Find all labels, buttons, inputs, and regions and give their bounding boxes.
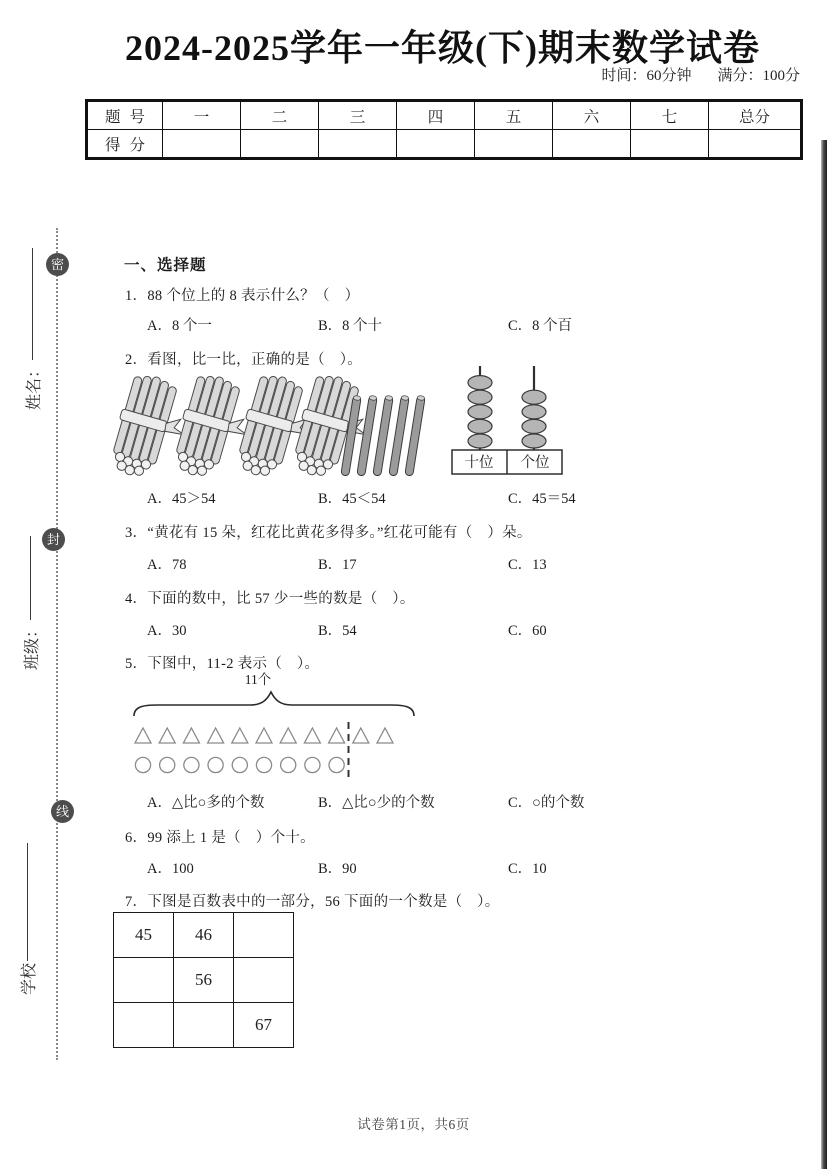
seal-char-feng: 封 bbox=[42, 528, 65, 551]
score-cell-7[interactable] bbox=[631, 130, 709, 159]
score-header-4: 四 bbox=[397, 101, 475, 130]
grid-cell-46: 46 bbox=[174, 913, 234, 958]
q5-stem: 5．下图中，11-2 表示（ ）。 bbox=[125, 656, 320, 672]
q3-options bbox=[147, 553, 547, 574]
class-blank-line[interactable] bbox=[30, 536, 31, 620]
q1-option-a: A．8 个一 bbox=[147, 318, 212, 334]
q4-stem: 4．下面的数中，比 57 少一些的数是（ ）。 bbox=[125, 591, 415, 607]
exam-meta bbox=[85, 64, 800, 85]
q2-stem: 2．看图，比一比，正确的是（ ）。 bbox=[125, 352, 363, 368]
page-footer: 试卷第1页，共6页 bbox=[357, 1117, 470, 1132]
score-table-header-row bbox=[87, 101, 802, 130]
q4-option-b: B．54 bbox=[318, 623, 357, 639]
score-header-total: 总分 bbox=[709, 101, 802, 130]
single-stick-icons bbox=[341, 395, 426, 476]
full-score-label: 满分：100分 bbox=[717, 68, 800, 84]
abacus-ones-beads bbox=[522, 390, 546, 448]
q6-option-a: A．100 bbox=[147, 861, 194, 877]
grid-row-2 bbox=[114, 958, 294, 1003]
scan-edge-artifact bbox=[821, 140, 827, 1169]
time-limit-label: 时间：60分钟 bbox=[601, 68, 692, 84]
abacus-figure bbox=[452, 366, 562, 474]
abacus-tens-beads bbox=[468, 376, 492, 448]
q2-option-a: A．45＞54 bbox=[147, 491, 216, 507]
score-header-7: 七 bbox=[631, 101, 709, 130]
score-header-tihao: 题号 bbox=[87, 101, 163, 130]
score-cell-1[interactable] bbox=[163, 130, 241, 159]
grid-row-1 bbox=[114, 913, 294, 958]
q1-options bbox=[147, 314, 572, 335]
q2-option-c: C．45＝54 bbox=[508, 491, 576, 507]
grid-cell-56: 56 bbox=[174, 958, 234, 1003]
score-header-6: 六 bbox=[553, 101, 631, 130]
grid-cell-67: 67 bbox=[234, 1003, 294, 1048]
q1-option-b: B．8 个十 bbox=[318, 318, 383, 334]
q6-option-c: C．10 bbox=[508, 861, 547, 877]
score-cell-5[interactable] bbox=[475, 130, 553, 159]
curly-brace bbox=[134, 692, 414, 716]
seal-char-mi: 密 bbox=[46, 253, 69, 276]
score-cell-2[interactable] bbox=[241, 130, 319, 159]
score-table bbox=[85, 99, 803, 160]
section-heading: 一、选择题 bbox=[124, 257, 207, 274]
score-table-score-row bbox=[87, 130, 802, 159]
school-label: 学校 bbox=[20, 962, 38, 995]
circle-row bbox=[135, 757, 344, 772]
q1-option-c: C．8 个百 bbox=[508, 318, 573, 334]
q5-option-c: C．○的个数 bbox=[508, 795, 585, 811]
score-header-2: 二 bbox=[241, 101, 319, 130]
q3-option-a: A．78 bbox=[147, 557, 187, 573]
student-school-field bbox=[14, 815, 40, 995]
q3-option-c: C．13 bbox=[508, 557, 547, 573]
ones-place-label: 个位 bbox=[520, 455, 550, 471]
q4-option-c: C．60 bbox=[508, 623, 547, 639]
sticks-and-abacus-figure bbox=[103, 366, 573, 482]
seal-char-xian: 线 bbox=[51, 800, 74, 823]
q1-stem: 1．88 个位上的 8 表示什么？（ ） bbox=[125, 288, 360, 304]
q2-option-b: B．45＜54 bbox=[318, 491, 386, 507]
q5-option-a: A．△比○多的个数 bbox=[147, 795, 265, 811]
grid-cell-empty bbox=[234, 913, 294, 958]
hundred-chart-fragment bbox=[113, 912, 294, 1048]
q6-option-b: B．90 bbox=[318, 861, 357, 877]
school-blank-line[interactable] bbox=[27, 843, 28, 961]
q3-option-b: B．17 bbox=[318, 557, 357, 573]
grid-row-3 bbox=[114, 1003, 294, 1048]
grid-cell-empty bbox=[114, 958, 174, 1003]
score-cell-3[interactable] bbox=[319, 130, 397, 159]
score-header-5: 五 bbox=[475, 101, 553, 130]
q6-stem: 6．99 添上 1 是（ ）个十。 bbox=[125, 830, 315, 846]
score-header-3: 三 bbox=[319, 101, 397, 130]
q5-options bbox=[147, 791, 584, 812]
brace-count-label: 11个 bbox=[244, 672, 272, 687]
name-label: 姓名： bbox=[25, 361, 43, 410]
page-title: 2024-2025学年一年级(下)期末数学试卷 bbox=[125, 28, 760, 68]
grid-cell-45: 45 bbox=[114, 913, 174, 958]
score-cell-4[interactable] bbox=[397, 130, 475, 159]
student-name-field bbox=[19, 234, 45, 410]
tens-place-label: 十位 bbox=[464, 455, 494, 471]
student-class-field bbox=[17, 514, 43, 670]
triangles-circles-figure bbox=[128, 670, 428, 788]
q3-stem: 3．“黄花有 15 朵，红花比黄花多得多。”红花可能有（ ）朵。 bbox=[125, 525, 532, 541]
q4-option-a: A．30 bbox=[147, 623, 187, 639]
q4-options bbox=[147, 619, 547, 640]
q6-options bbox=[147, 857, 547, 878]
q7-stem: 7．下图是百数表中的一部分，56 下面的一个数是（ ）。 bbox=[125, 894, 500, 910]
seal-dashed-line bbox=[56, 228, 58, 1060]
grid-cell-empty bbox=[174, 1003, 234, 1048]
score-cell-6[interactable] bbox=[553, 130, 631, 159]
score-cell-total[interactable] bbox=[709, 130, 802, 159]
name-blank-line[interactable] bbox=[32, 248, 33, 360]
triangle-row bbox=[135, 728, 393, 743]
score-header-1: 一 bbox=[163, 101, 241, 130]
score-row-label: 得分 bbox=[87, 130, 163, 159]
q5-option-b: B．△比○少的个数 bbox=[318, 795, 435, 811]
grid-cell-empty bbox=[114, 1003, 174, 1048]
grid-cell-empty bbox=[234, 958, 294, 1003]
q2-options bbox=[147, 487, 576, 508]
class-label: 班级： bbox=[23, 621, 41, 670]
